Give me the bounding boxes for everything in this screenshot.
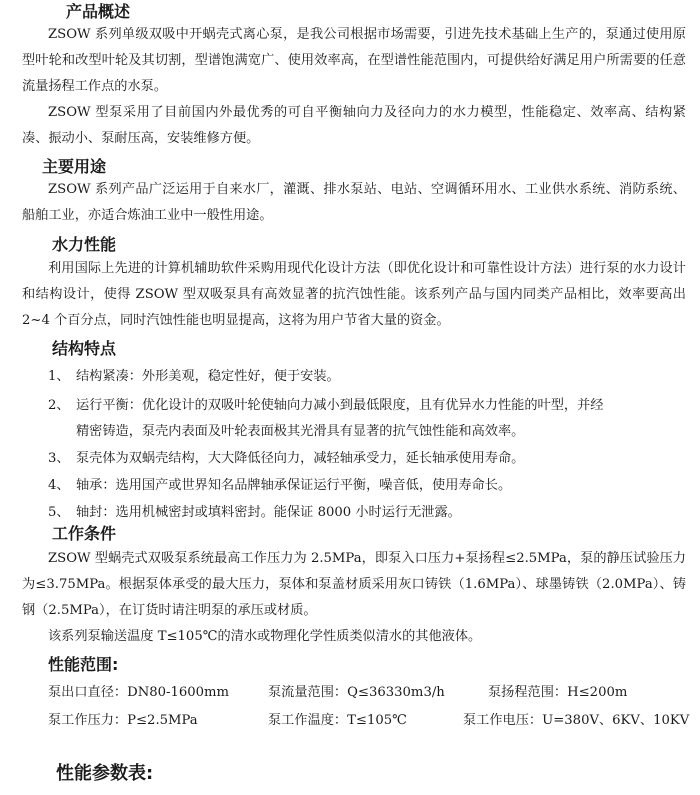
structure-item-number: 4、 (48, 478, 70, 493)
hydraulic-paragraph-1: 利用国际上先进的计算机辅助软件采购用现代化设计方法（即优化设计和可靠性设计方法）进行泵的水力设计和结构设计，使得 ZSOW 型双吸泵具有高效显著的抗汽蚀性能。该系列产品与国内同类产品相比，效率要高出 2~4 个百分点，同时汽蚀性能也明显提高，这将为用户节省大量的资金。 (22, 261, 686, 328)
conditions-paragraph-2: 该系列泵输送温度 T≤105℃的清水或物理化学性质类似清水的其他液体。 (48, 629, 482, 644)
range-head: 泵扬程范围：H≤200m (488, 685, 628, 700)
structure-item-number: 2、 (48, 398, 70, 413)
range-flow: 泵流量范围：Q≤36330m3/h (268, 685, 445, 700)
section-title-hydraulic: 水力性能 (52, 235, 117, 254)
structure-item-number: 5、 (48, 505, 70, 520)
structure-item-1 (48, 364, 340, 390)
structure-item-2 (48, 393, 604, 419)
range-voltage: 泵工作电压：U=380V、6KV、10KV (463, 713, 690, 728)
structure-item-text: 轴承：选用国产或世界知名品牌轴承保证运行平衡，噪音低，使用寿命长。 (76, 478, 512, 493)
range-outlet-diameter: 泵出口直径：DN80-1600mm (48, 685, 230, 700)
range-pressure: 泵工作压力：P≤2.5MPa (48, 713, 198, 728)
structure-item-text: 泵壳体为双蜗壳结构，大大降低径向力，减轻轴承受力，延长轴承使用寿命。 (76, 451, 525, 466)
range-temperature: 泵工作温度：T≤105℃ (268, 713, 407, 728)
section-title-usage: 主要用途 (42, 157, 107, 176)
section-title-conditions: 工作条件 (52, 524, 117, 543)
structure-item-text: 运行平衡：优化设计的双吸叶轮使轴向力减小到最低限度，且有优异水力性能的叶型，并经 (76, 398, 604, 413)
overview-paragraph-2: ZSOW 型泵采用了目前国内外最优秀的可自平衡轴向力及径向力的水力模型，性能稳定、效率高、结构紧凑、振动小、泵耐压高，安装维修方便。 (22, 105, 686, 146)
structure-item-number: 1、 (48, 369, 70, 384)
section-title-range: 性能范围: (48, 655, 119, 674)
structure-item-text: 轴封：选用机械密封或填料密封。能保证 8000 小时运行无泄露。 (76, 505, 461, 520)
structure-item-5 (48, 500, 461, 526)
section-title-overview: 产品概述 (66, 2, 131, 21)
structure-item-2-continuation: 精密铸造，泵壳内表面及叶轮表面极其光滑具有显著的抗气蚀性能和高效率。 (76, 424, 525, 439)
structure-item-4 (48, 473, 511, 499)
section-title-structure: 结构特点 (52, 339, 117, 358)
structure-item-3 (48, 446, 524, 472)
overview-paragraph-1: ZSOW 系列单级双吸中开蜗壳式离心泵，是我公司根据市场需要，引进先技术基础上生产的，泵通过使用原型叶轮和改型叶轮及其切割，型谱饱满宽广、使用效率高，在型谱性能范围内，可提供给好满足用户所需要的任意流量扬程工作点的水泵。 (22, 27, 686, 94)
section-title-table: 性能参数表: (56, 763, 154, 784)
usage-paragraph-1: ZSOW 系列产品广泛运用于自来水厂，灌溉、排水泵站、电站、空调循环用水、工业供水系统、消防系统、船舶工业，亦适合炼油工业中一般性用途。 (22, 182, 686, 223)
conditions-paragraph-1: ZSOW 型蜗壳式双吸泵系统最高工作压力为 2.5MPa，即泵入口压力+泵扬程≤2.5MPa，泵的静压试验压力为≤3.75MPa。根据泵体承受的最大压力，泵体和泵盖材质采用灰口铸铁（1.6MPa）、球墨铸铁（2.0MPa）、铸钢（2.5MPa），在订货时请注明泵的承压或材质。 (22, 551, 686, 618)
structure-item-text: 结构紧凑：外形美观，稳定性好，便于安装。 (76, 369, 340, 384)
structure-item-number: 3、 (48, 451, 70, 466)
